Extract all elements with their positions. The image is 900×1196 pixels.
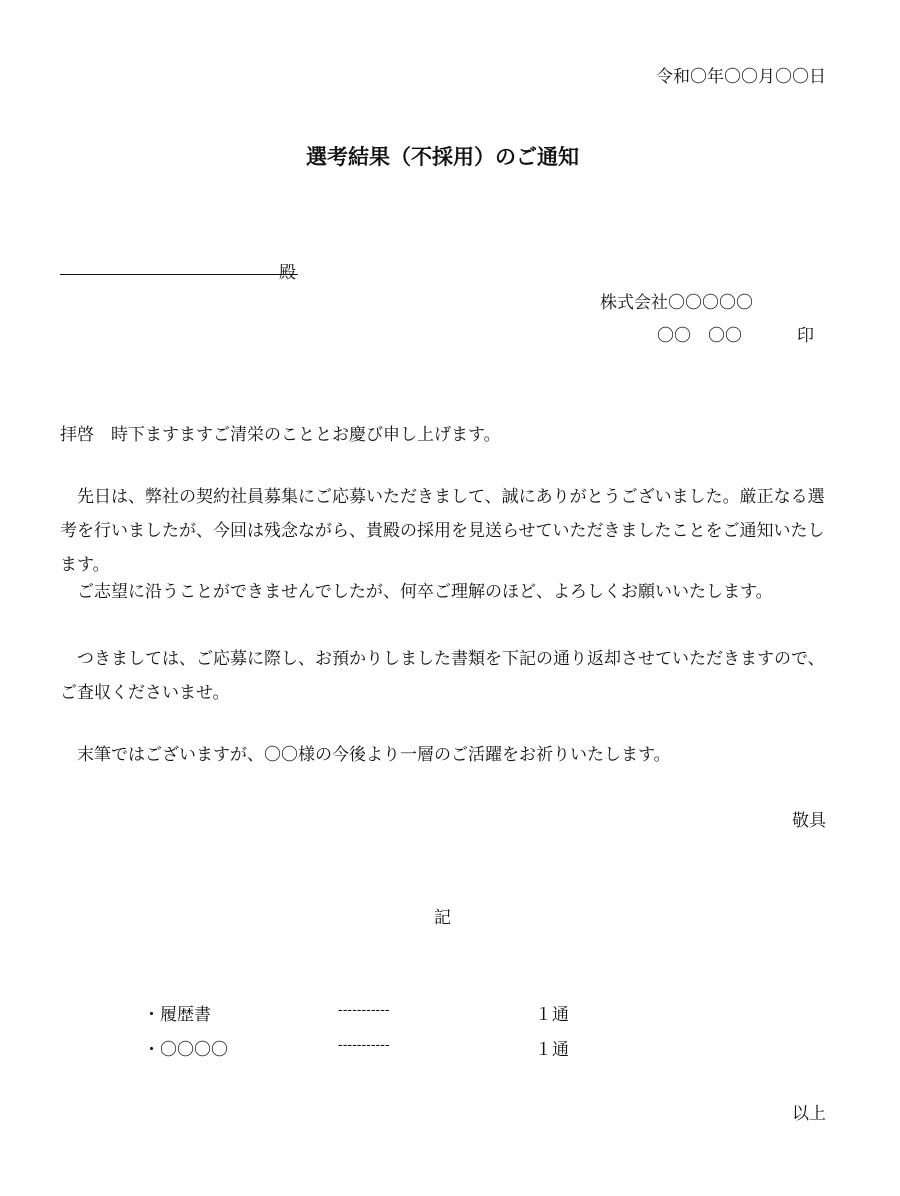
document-end-mark: 以上 <box>792 1104 826 1124</box>
recipient-name-line <box>60 274 298 275</box>
enclosure-item-name: ・履歴書 <box>143 1005 211 1025</box>
enclosure-quantity: １通 <box>535 1040 569 1060</box>
seal-mark: 印 <box>797 326 814 346</box>
enclosure-row <box>143 1035 593 1059</box>
enclosure-item-name: ・〇〇〇〇 <box>143 1040 228 1060</box>
body-paragraph-3: つきましては、ご応募に際し、お預かりしました書類を下記の通り返却させていただきますので、ご査収くださいませ。 <box>60 649 825 703</box>
enclosure-quantity: １通 <box>535 1005 569 1025</box>
document-date: 令和〇年〇〇月〇〇日 <box>656 67 826 87</box>
document-title: 選考結果（不採用）のご通知 <box>306 145 579 169</box>
sender-name: 〇〇 〇〇 <box>657 326 742 346</box>
enclosure-separator: ----------- <box>338 1003 390 1018</box>
recipient-suffix: 殿 <box>279 263 296 283</box>
closing-sentence: 末筆ではございますが、〇〇様の今後より一層のご活躍をお祈りいたします。 <box>60 745 671 765</box>
closing-salutation: 敬具 <box>792 811 826 831</box>
body-paragraph-2: ご志望に沿うことができませんでしたが、何卒ご理解のほど、よろしくお願いいたします。 <box>60 582 773 602</box>
sender-company: 株式会社〇〇〇〇〇 <box>600 293 753 313</box>
record-heading: 記 <box>434 908 451 928</box>
greeting-line: 拝啓 時下ますますご清栄のこととお慶び申し上げます。 <box>60 425 501 445</box>
enclosure-row <box>143 1000 593 1024</box>
body-paragraph-1: 先日は、弊社の契約社員募集にご応募いただきまして、誠にありがとうございました。厳正なる選考を行いましたが、今回は残念ながら、貴殿の採用を見送らせていただきましたことをご通知いたします。 <box>60 487 825 575</box>
enclosure-separator: ----------- <box>338 1038 390 1053</box>
